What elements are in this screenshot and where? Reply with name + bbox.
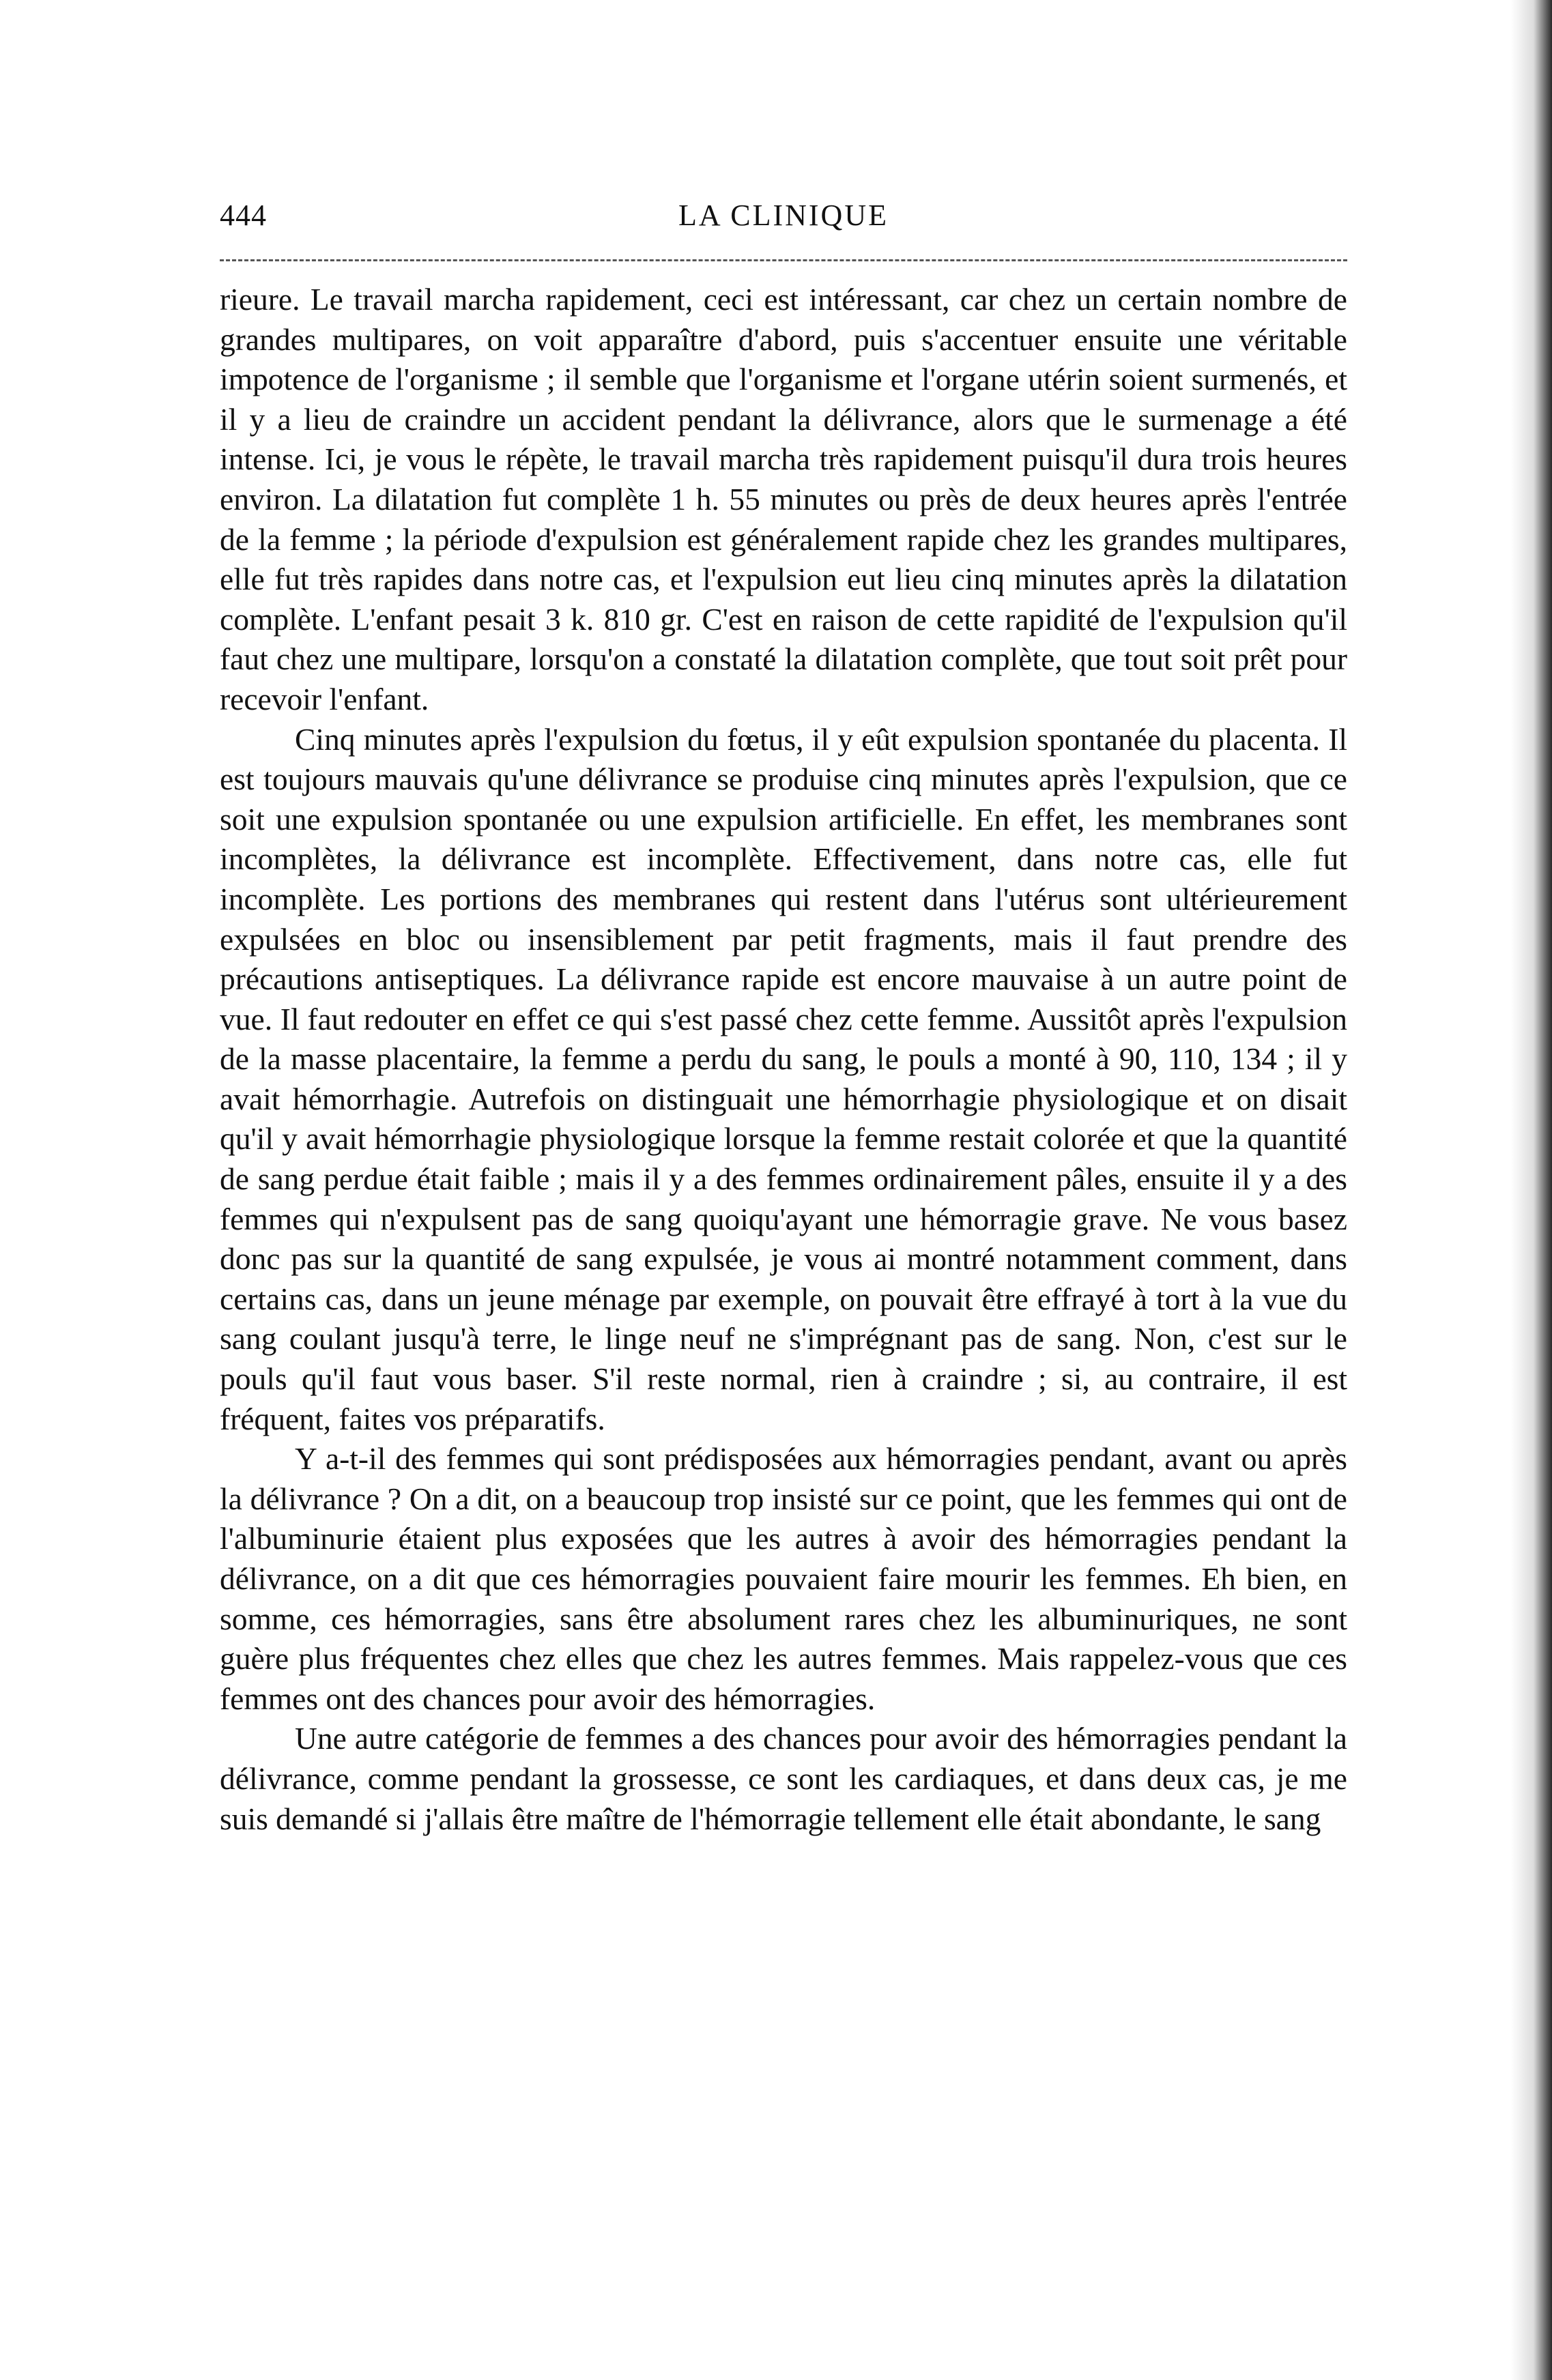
page-number: 444 xyxy=(220,199,267,232)
paragraph-1: rieure. Le travail marcha rapidement, ceci est intéressant, car chez un certain nombre de grandes multipares, on voit apparaître d'abord, puis s'accentuer ensuite une véritable impotence de l'organisme ; il semble que l'organisme et l'organe utérin soient surmenés, et il y a lieu de craindre un accident pendant la délivrance, alors que le surmenage a été intense. Ici, je vous le répète, le travail marcha très rapidement puisqu'il dura trois heures environ. La dilatation fut complète 1 h. 55 minutes ou près de deux heures après l'entrée de la femme ; la période d'expulsion est généralement rapide chez les grandes multipares, elle fut très rapides dans notre cas, et l'expulsion eut lieu cinq minutes après la dilatation complète. L'enfant pesait 3 k. 810 gr. C'est en raison de cette rapidité de l'expulsion qu'il faut chez une multipare, lorsqu'on a constaté la dilatation complète, que tout soit prêt pour recevoir l'enfant. xyxy=(220,282,1347,716)
body-text xyxy=(220,280,1347,1839)
page-header xyxy=(220,198,1347,246)
header-rule xyxy=(220,259,1347,261)
page-edge-shadow xyxy=(1511,0,1552,2380)
paragraph-3: Y a-t-il des femmes qui sont prédisposées aux hémorragies pendant, avant ou après la délivrance ? On a dit, on a beaucoup trop insisté sur ce point, que les femmes qui ont de l'albuminurie étaient plus exposées que les autres à avoir des hémorragies pendant la délivrance, on a dit que ces hémorragies pouvaient faire mourir les femmes. Eh bien, en somme, ces hémorragies, sans être absolument rares chez les albuminuriques, ne sont guère plus fréquentes chez elles que chez les autres femmes. Mais rappelez-vous que ces femmes ont des chances pour avoir des hémorragies. xyxy=(220,1441,1347,1716)
running-title: LA CLINIQUE xyxy=(678,199,889,232)
paragraph-2: Cinq minutes après l'expulsion du fœtus, il y eût expulsion spontanée du placenta. Il est toujours mauvais qu'une délivrance se produise cinq minutes après l'expulsion, que ce soit une expulsion spontanée ou une expulsion artificielle. En effet, les membranes sont incomplètes, la délivrance est incomplète. Effectivement, dans notre cas, elle fut incomplète. Les portions des membranes qui restent dans l'utérus sont ultérieurement expulsées en bloc ou insensiblement par petit fragments, mais il faut prendre des précautions antiseptiques. La délivrance rapide est encore mauvaise à un autre point de vue. Il faut redouter en effet ce qui s'est passé chez cette femme. Aussitôt après l'expulsion de la masse placentaire, la femme a perdu du sang, le pouls a monté à 90, 110, 134 ; il y avait hémorrhagie. Autrefois on distinguait une hémorrhagie physiologique et on disait qu'il y avait hémorrhagie physiologique lorsque la femme restait colorée et que la quantité de sang perdue était faible ; mais il y a des femmes ordinairement pâles, ensuite il y a des femmes qui n'expulsent pas de sang quoiqu'ayant une hémorragie grave. Ne vous basez donc pas sur la quantité de sang expulsée, je vous ai montré notamment comment, dans certains cas, dans un jeune ménage par exemple, on pouvait être effrayé à tort à la vue du sang coulant jusqu'à terre, le linge neuf ne s'imprégnant pas de sang. Non, c'est sur le pouls qu'il faut vous baser. S'il reste normal, rien à craindre ; si, au contraire, il est fréquent, faites vos préparatifs. xyxy=(220,721,1347,1436)
paragraph-4: Une autre catégorie de femmes a des chances pour avoir des hémorragies pendant la délivrance, comme pendant la grossesse, ce sont les cardiaques, et dans deux cas, je me suis demandé si j'allais être maître de l'hémorragie tellement elle était abondante, le sang xyxy=(220,1721,1347,1836)
